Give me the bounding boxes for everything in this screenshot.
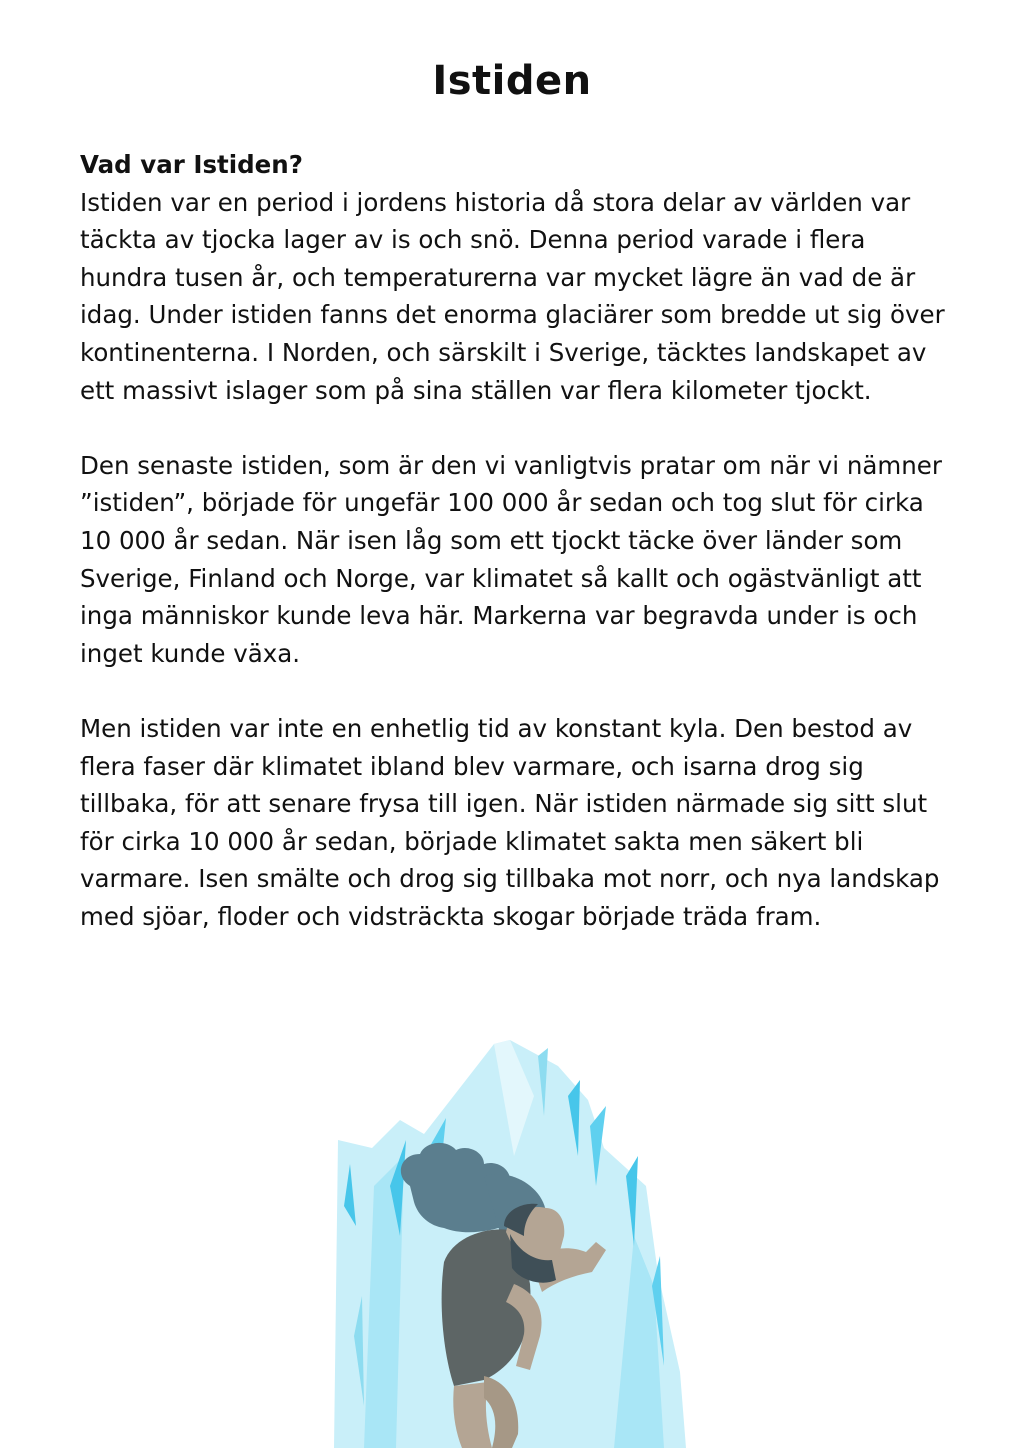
- section-heading: Vad var Istiden?: [80, 150, 303, 179]
- paragraph-3: Men istiden var inte en enhetlig tid av konstant kyla. Den bestod av flera faser där klimatet ibland blev varmare, och isarna drog sig tillbaka, för att senare frysa till igen. När istiden närmade sig sitt slut för cirka 10 000 år sedan, började klimatet sakta men säkert bli varmare. Isen smälte och drog sig tillbaka mot norr, och nya landskap med sjöar, floder och vidsträckta skogar började träda fram.: [80, 713, 940, 931]
- page-title: Istiden: [432, 58, 592, 104]
- paragraph-spacer: [80, 672, 960, 710]
- paragraph-1: [80, 146, 960, 409]
- paragraph-2: Den senaste istiden, som är den vi vanligtvis pratar om när vi nämner ”istiden”, började för ungefär 100 000 år sedan och tog slut för cirka 10 000 år sedan. När isen låg som ett tjockt täcke över länder som Sverige, Finland och Norge, var klimatet så kallt och ogästvänligt att inga människor kunde leva här. Markerna var begravda under is och inget kunde växa.: [80, 450, 942, 668]
- paragraph-1-text: Istiden var en period i jordens historia då stora delar av världen var täckta av tjocka lager av is och snö. Denna period varade i flera hundra tusen år, och temperaturerna var mycket lägre än vad de är idag. Under istiden fanns det enorma glaciärer som bredde ut sig över kontinenterna. I Norden, och särskilt i Sverige, täcktes landskapet av ett massivt islager som på sina ställen var flera kilometer tjockt.: [80, 187, 945, 405]
- paragraph-spacer: [80, 409, 960, 447]
- frozen-caveman-icon: [334, 1036, 694, 1448]
- article-body: [80, 146, 960, 935]
